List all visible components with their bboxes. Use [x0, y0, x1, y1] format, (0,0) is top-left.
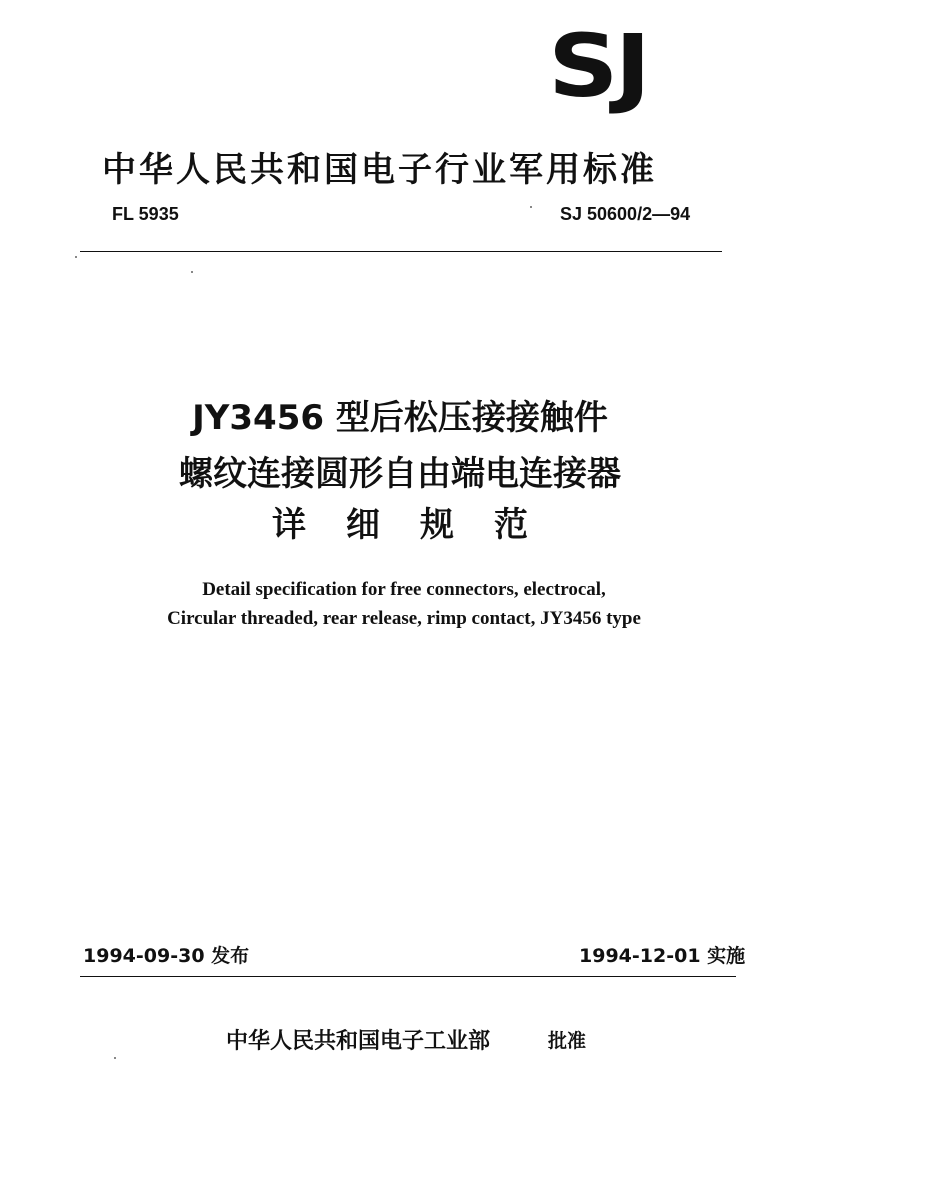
- standard-category-title: 中华人民共和国电子行业军用标准: [102, 150, 657, 190]
- document-title-line-1: JY3456 型后松压接接触件: [192, 398, 608, 438]
- document-title-line-3: 详细规范: [272, 505, 568, 545]
- sj-logo: SJ: [548, 16, 648, 118]
- header-divider: [80, 251, 722, 252]
- document-title-line-2: 螺纹连接圆形自由端电连接器: [179, 454, 621, 494]
- issue-date: 1994-09-30 发布: [83, 945, 250, 967]
- approving-organization: 中华人民共和国电子工业部: [226, 1029, 491, 1054]
- standard-number: SJ 50600/2—94: [560, 204, 691, 224]
- scan-speck: [530, 206, 532, 208]
- scan-speck: [75, 256, 77, 258]
- approval-label: 批准: [548, 1030, 587, 1052]
- english-title-line-2: Circular threaded, rear release, rimp contact, JY3456 type: [167, 608, 641, 629]
- classification-code: FL 5935: [112, 204, 179, 224]
- english-title-line-1: Detail specification for free connectors, electrocal,: [202, 579, 606, 600]
- scan-speck: [114, 1057, 116, 1059]
- footer-divider: [80, 976, 736, 977]
- scan-speck: [191, 271, 193, 273]
- effective-date: 1994-12-01 实施: [579, 945, 746, 967]
